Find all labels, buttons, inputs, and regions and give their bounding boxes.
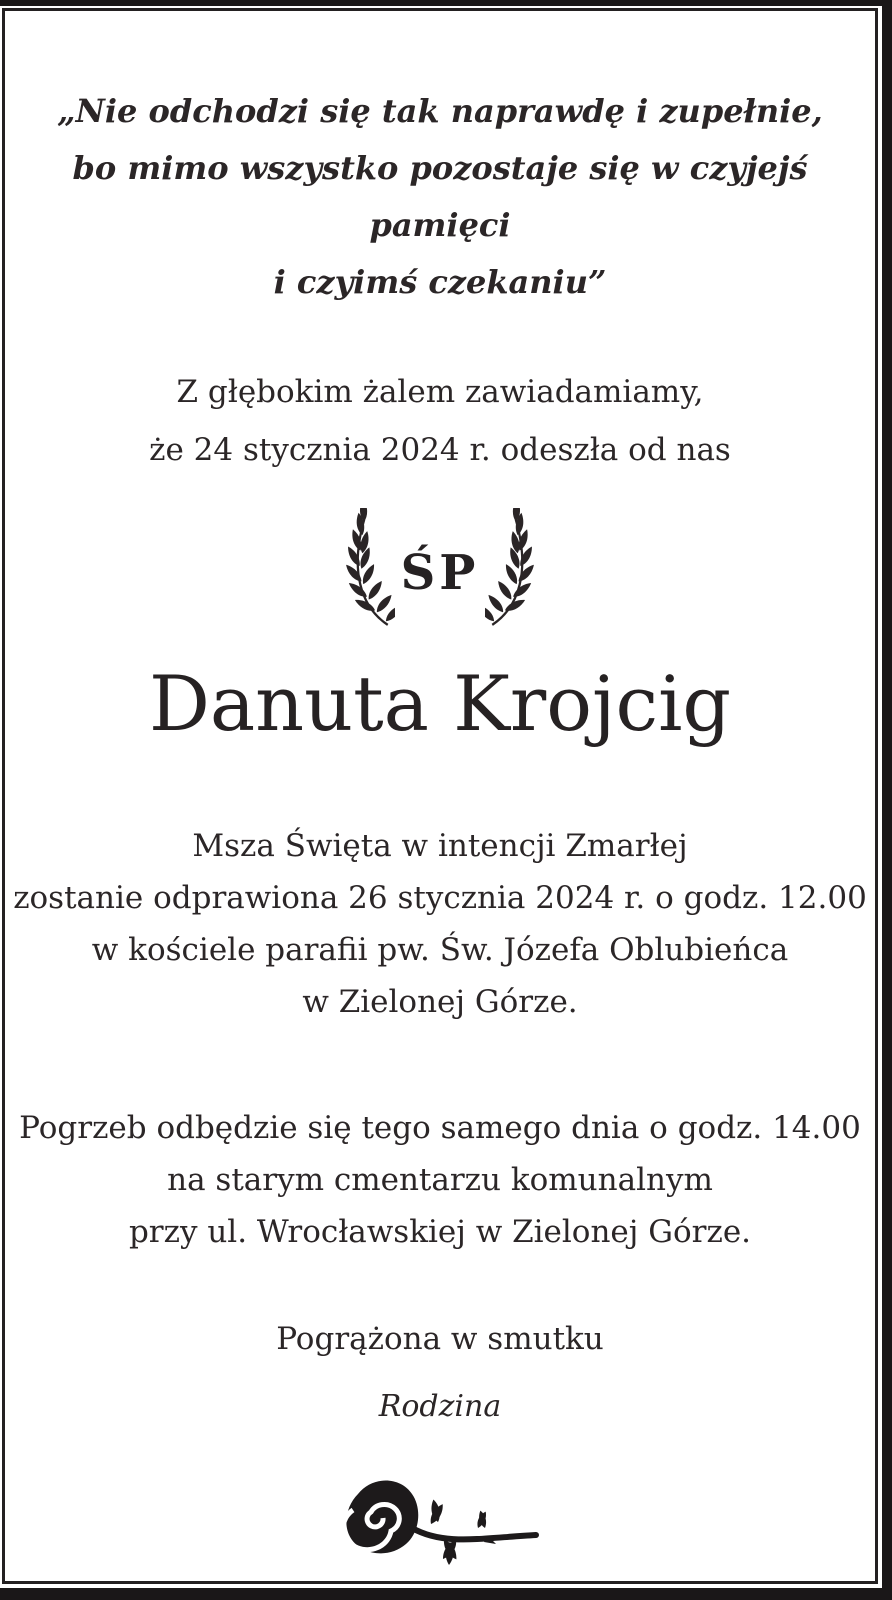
mass-line: w kościele parafii pw. Św. Józefa Oblubieńca: [91, 932, 789, 968]
mourning-statement: Pogrążona w smutku: [276, 1321, 604, 1357]
mass-line: zostanie odprawiona 26 stycznia 2024 r. o godz. 12.00: [13, 880, 867, 916]
funeral-line: na starym cmentarzu komunalnym: [167, 1162, 713, 1198]
memorial-quote: [5, 83, 875, 311]
sp-emblem-text: ŚP: [400, 544, 480, 601]
frame-band-top: [0, 0, 892, 6]
announcement-line: Z głębokim żalem zawiadamiamy,: [176, 374, 704, 410]
mass-line: Msza Święta w intencji Zmarłej: [192, 828, 688, 864]
notice-card: [2, 8, 878, 1584]
quote-line: „Nie odchodzi się tak naprawdę i zupełnie,: [57, 92, 823, 130]
announcement-line: że 24 stycznia 2024 r. odeszła od nas: [149, 432, 731, 468]
mass-line: w Zielonej Górze.: [302, 984, 578, 1020]
funeral-line: przy ul. Wrocławskiej w Zielonej Górze.: [128, 1214, 752, 1250]
laurel-branch-right-icon: [485, 508, 543, 637]
mass-details: [5, 820, 875, 1028]
frame-band-right: [882, 0, 892, 1600]
quote-line: i czyimś czekaniu”: [273, 263, 607, 301]
funeral-details: [5, 1102, 875, 1258]
laurel-branch-left-icon: [337, 508, 395, 637]
death-announcement: [5, 363, 875, 479]
deceased-name: Danuta Krojcig: [148, 659, 732, 748]
rose-icon: [5, 1466, 875, 1596]
family-signature: Rodzina: [378, 1389, 502, 1424]
funeral-line: Pogrzeb odbędzie się tego samego dnia o godz. 14.00: [19, 1110, 861, 1146]
sp-wreath-emblem: [5, 505, 875, 640]
quote-line: bo mimo wszystko pozostaje się w czyjejś pamięci: [72, 149, 808, 244]
